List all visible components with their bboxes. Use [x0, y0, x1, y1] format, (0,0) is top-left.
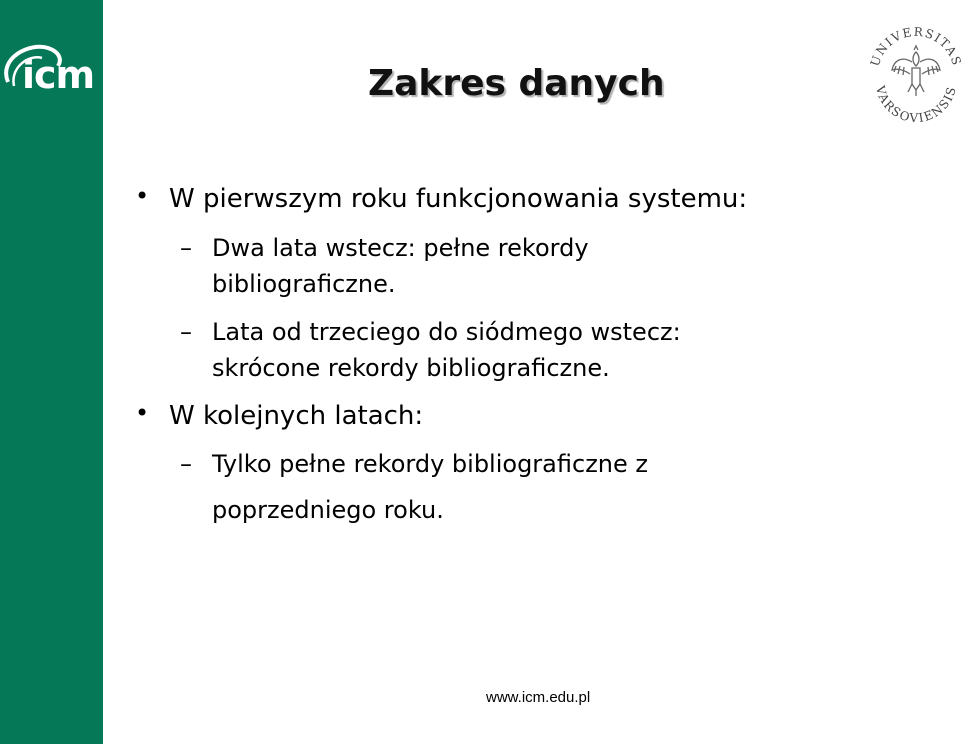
sub-item-line: bibliograficzne. [212, 270, 396, 298]
bullet-text: W kolejnych latach: [169, 401, 424, 431]
sub-item-third-to-seventh [180, 312, 681, 388]
dash-marker: – [180, 318, 192, 346]
sub-item-two-years [180, 228, 589, 304]
seal-top-text: UNIVERSITAS [868, 24, 964, 69]
dash-marker: – [180, 234, 192, 262]
bullet-item-following-years [135, 399, 424, 432]
footer-url: www.icm.edu.pl [486, 689, 591, 706]
sub-item-line: Tylko pełne rekordy bibliograficzne z [212, 450, 648, 478]
bullet-marker: • [135, 182, 150, 210]
slide-title: Zakres danych [368, 63, 665, 104]
logo-text: icm [22, 53, 95, 97]
bullet-text: W pierwszym roku funkcjonowania systemu: [169, 184, 748, 214]
sub-item-line: Dwa lata wstecz: pełne rekordy [212, 234, 589, 262]
bullet-marker: • [135, 399, 150, 427]
eagle-emblem-icon [892, 46, 940, 96]
dash-marker: – [180, 450, 192, 478]
sidebar-band [0, 0, 103, 744]
sub-item-line: skrócone rekordy bibliograficzne. [212, 354, 610, 382]
seal-bottom-text: VARSOVIENSIS [873, 84, 959, 126]
sub-item-line: poprzedniego roku. [212, 496, 444, 524]
bullet-item-first-year [135, 182, 748, 215]
university-seal [868, 22, 964, 126]
sub-item-line: Lata od trzeciego do siódmego wstecz: [212, 318, 681, 346]
sub-item-previous-year [180, 444, 648, 530]
icm-logo [0, 38, 100, 108]
